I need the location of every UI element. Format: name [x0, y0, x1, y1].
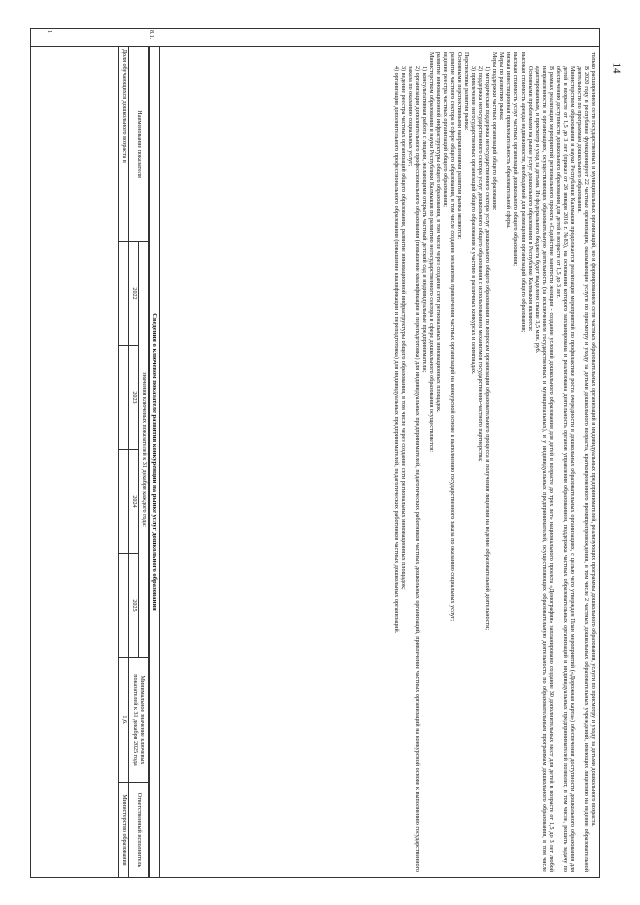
row-value: [118, 553, 128, 657]
paragraph: 1) консультативная работа с лицами, желающими открыть частный детский сад и индивидуальные предприниматели;: [420, 66, 427, 373]
paragraph: Перспективы развития рынка:: [463, 52, 470, 131]
paragraph: развитие инновационной инфраструктуры общего образования, в том числе через создание сети региональных инновационных площадок.: [434, 52, 441, 413]
rotated-page: [30, 28, 600, 878]
header-year: 2025: [128, 553, 138, 657]
row-min: 1,6.: [118, 658, 128, 783]
paragraph: Меры поддержки частных организаций общего образования:: [491, 52, 498, 211]
indicator-table: [118, 46, 149, 878]
page-number: 14: [610, 62, 623, 74]
row-value: [118, 449, 128, 553]
paragraph: высокая стоимость услуг частных организаций дошкольного общего образования;: [512, 52, 519, 266]
row-name: Доля обучающихся дошкольного возраста в: [118, 47, 128, 242]
text-body: [392, 52, 596, 872]
section-title: Сведения о ключевом показателе развития конкуренции на рынке услуг дошкольного образования: [149, 46, 159, 878]
row-value: [118, 345, 128, 449]
indicator-section: [118, 46, 160, 878]
paragraph: 2) организация дополнительного профессионального образования (повышение квалификации и переподготовка) для индивидуальных предпринимателей, педагогических работников частных дошкольных организаций, привлечение частных организаций на конкурсной основе к выполнению государственного заказа по оказанию социальных услуг;: [406, 66, 420, 872]
header-year: 2024: [128, 449, 138, 553]
row-number: 1: [46, 30, 52, 34]
row-number-column: [30, 28, 600, 47]
paragraph: Основными перспективными направлениями развития рынка являются:: [456, 52, 463, 239]
paragraph: В рамках реализации мероприятий регионального проекта «Содействие занятости женщин - создание условий дошкольного образования для детей в возрасте до трех лет» национального проекта «Демография» запланировано создание 30 дополнительных мест для детей в возрасте от 1,5 до 3 лет любой направленности в организациях, осуществляющих образовательную деятельность (за исключением государственных и муниципальных), и у индивидуальных предпринимателей, осуществляющих образовательную деятельность по образовательным программам дошкольного образования, в том числе адаптированным, и присмотр и уход за детьми. Из федерального бюджета будет выделено свыше 3,5 млн. руб.: [533, 66, 554, 872]
row-responsible: Министерство образования: [118, 783, 128, 878]
paragraph: Основными проблемами на рынке услуг дошкольного образования в Республике Калмыкия являются:: [526, 66, 533, 332]
header-responsible: Ответственный исполнитель: [128, 783, 148, 878]
section-number: 8.1.: [148, 30, 154, 40]
header-values: значения ключевых показателей к 31 декабря каждого года:: [138, 242, 148, 658]
document-body: [30, 28, 600, 878]
paragraph: 1) методическая поддержка негосударственного сектора услуг дошкольного общего образования по вопросам организации образовательного процесса и получения лицензии на ведение образовательной деятельности;: [484, 66, 491, 631]
header-min: Минимальное значение ключевых показателей к 31 декабря 2025 года: [128, 658, 148, 783]
paragraph: высокая стоимость аренды недвижимости, необходимой для размещения организаций общего образования;: [519, 52, 526, 333]
header-year: 2023: [128, 345, 138, 449]
paragraph: развитие частного сектора в сфере общего образования, в том числе создание механизма привлечения частных организаций на конкурсной основе к выполнению государственного заказа по оказанию социальных услуг;: [449, 52, 456, 622]
paragraph: Министерством образования и науки Республики Калмыкия продолжается реализация мероприятий по профилактике роста очередности в дошкольных образовательных организациях, с целью чего утвержден План мероприятий («Дорожная карта») обеспечения доступности дошкольного образования для детей в возрасте от 1,5 до 3 лет (приказ от 26 января 2016 г. №83), на основании которого запланирована и реализована деятельность органов управления образованием, поддержка частных образовательных организаций и индивидуальных предпринимателей позволит, в том числе, решить задачу по обеспечению доступности дошкольного образования для детей в возрасте от 1,5 до 3 лет.: [554, 66, 575, 872]
header-name: Наименование показателя: [128, 47, 148, 242]
paragraph: Меры по развитию рынка:: [498, 52, 505, 121]
paragraph: только расширением сети государственных и муниципальных организаций, но и формированием сети частных образовательных организаций и индивидуальных предпринимателей, реализующих программы дошкольного образования, услуги по присмотру и уходу за детьми дошкольного возраста.: [590, 52, 596, 827]
paragraph: ведение реестра частных организаций общего образования;: [442, 52, 449, 207]
header-year: 2022: [128, 242, 138, 346]
paragraph: В 2020 году в республике функционирует 22 частные организации, оказывающие услуги по присмотру и уходу за детьми дошкольного возраста, кратковременного времяпрепровождения, в том числе 2 частных дошкольных образовательных учреждений, имеющих лицензию на ведение образовательной деятельности по программам дошкольного образования.: [575, 66, 589, 872]
paragraph: 4) организация дополнительного профессионального образования (повышение квалификации и переподготовка) для индивидуальных предпринимателей, педагогических работников частных дошкольных организаций.: [392, 66, 399, 634]
row-value: [118, 242, 128, 346]
paragraph: 3) ведение реестра частных организаций общего образования, развитие инновационной инфраструктуры общего образования, в том числе через создание сети региональных инновационных площадок;: [399, 66, 406, 590]
paragraph: низкая инвестиционная привлекательность образовательной сферы.: [505, 52, 512, 229]
paragraph: Министерством образования и науки Республики Калмыкия по развитию негосударственного сектора в сфере дошкольного образования осуществляется:: [427, 52, 434, 452]
paragraph: 3) привлечение негосударственных организаций общего образования к участию в различных конкурсах и олимпиадах.: [470, 66, 477, 375]
paragraph: 2) поддержка негосударственного сектора услуг дошкольного общего образования с использованием механизмов государственно-частного партнерства;: [477, 66, 484, 462]
